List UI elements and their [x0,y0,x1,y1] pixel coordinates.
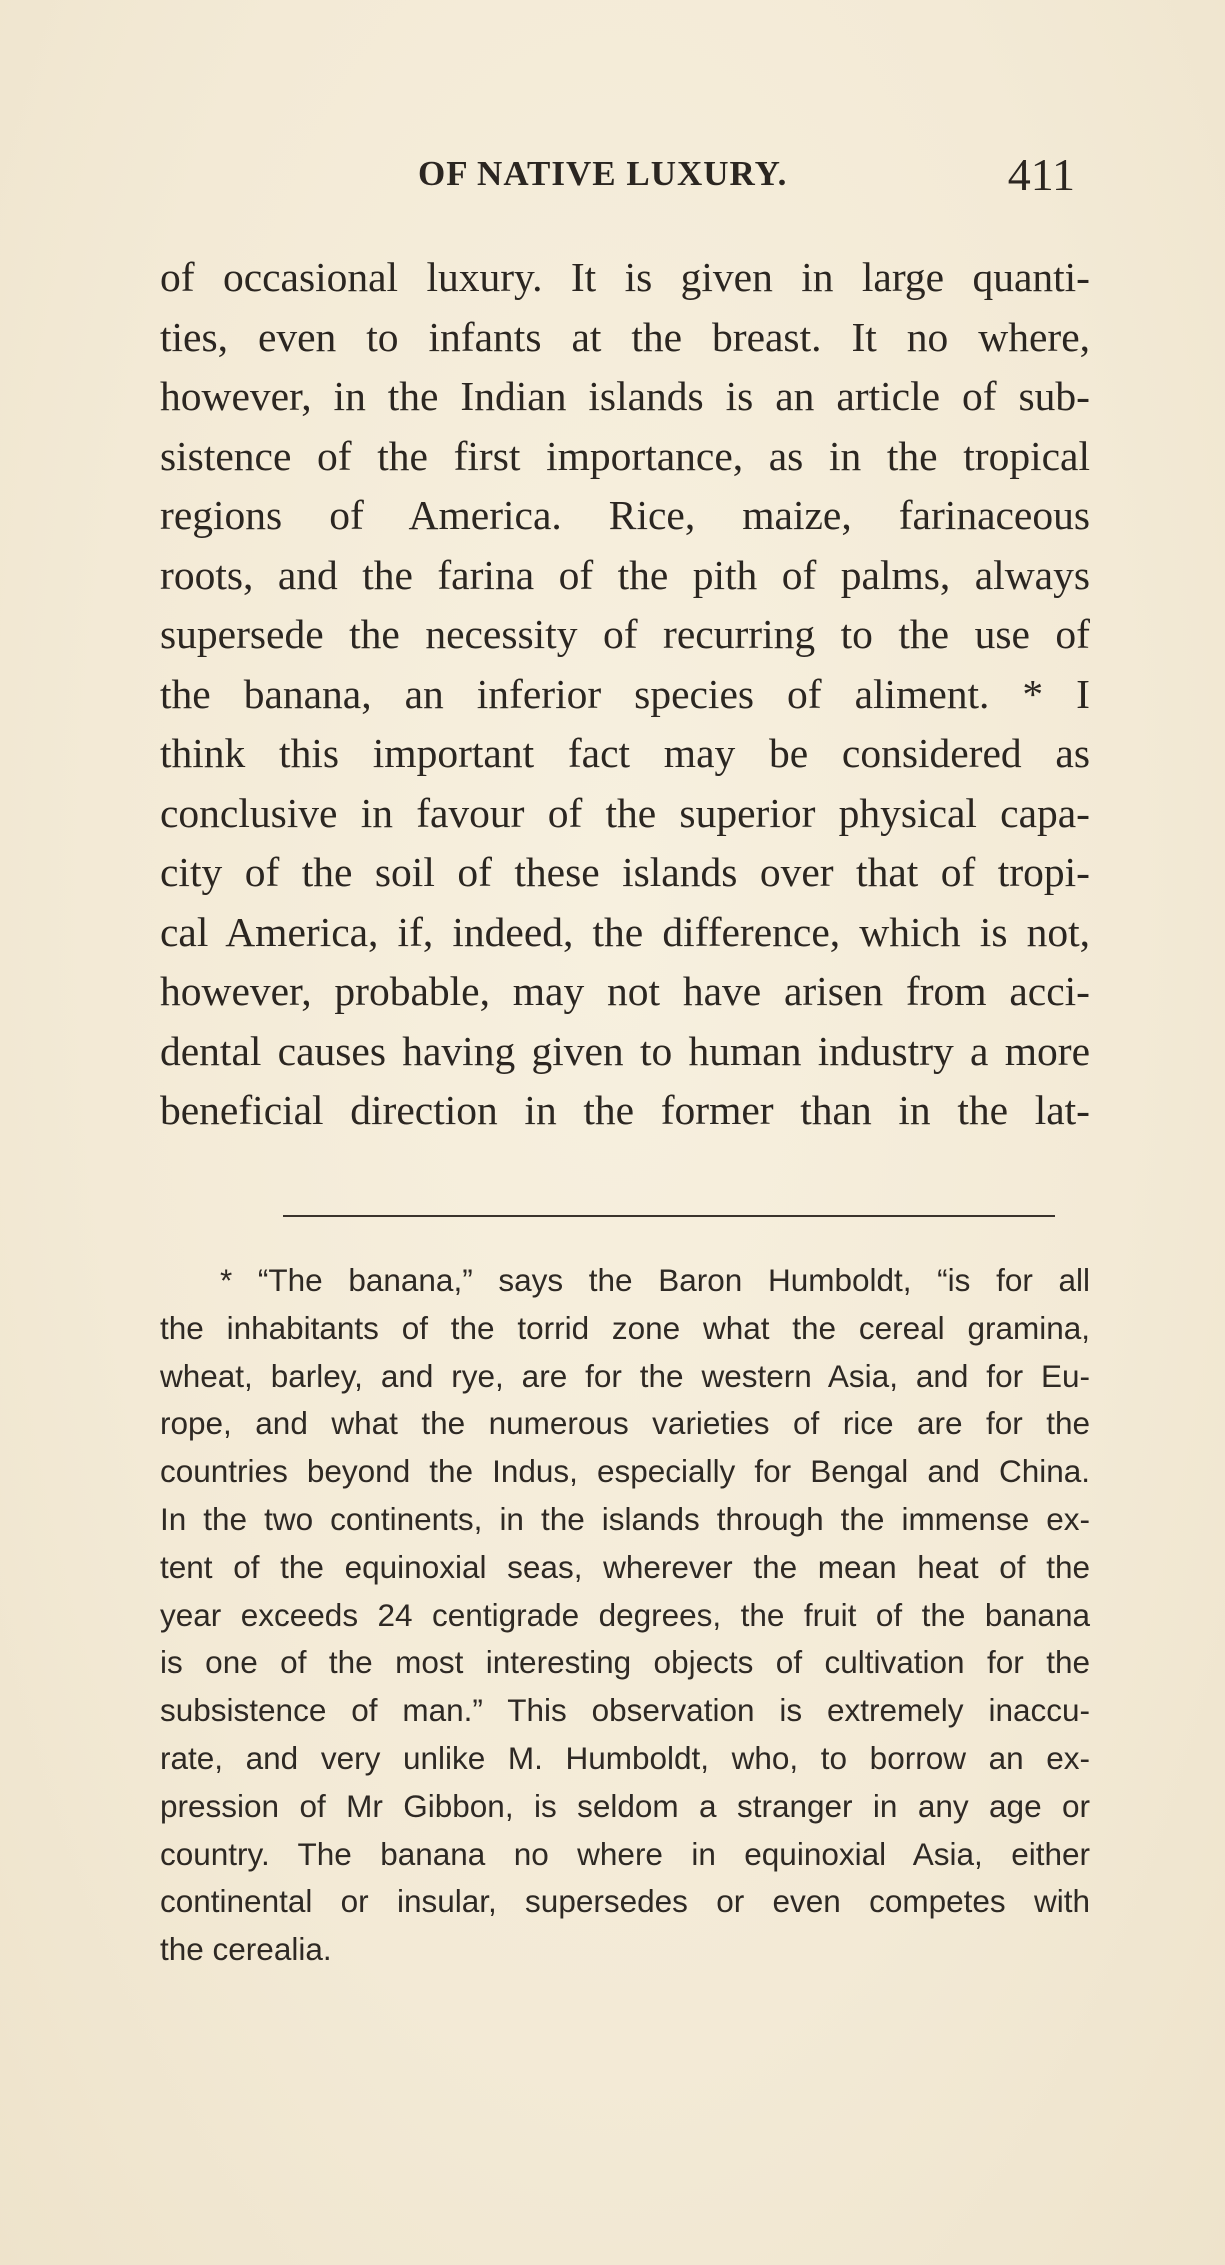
text-line: think this important fact may be considered as [160,730,1090,776]
footnote-line: the inhabitants of the torrid zone what the cereal gramina, [160,1309,1090,1346]
text-line: dental causes having given to human industry a more [160,1027,1090,1074]
footnote-line: In the two continents, in the islands through the immense ex- [160,1500,1090,1537]
text-line: the banana, an inferior species of aliment. * I [160,670,1090,717]
running-head [0,148,1225,198]
footnote-line: continental or insular, supersedes or even competes with [160,1883,1090,1920]
footnote-line: wheat, barley, and rye, are for the western Asia, and for Eu- [160,1357,1090,1394]
footnote-line: subsistence of man.” This observation is extremely inaccu- [160,1692,1090,1729]
text-line: sistence of the first importance, as in the tropical [160,432,1090,479]
text-line: of occasional luxury. It is given in large quanti- [160,254,1090,300]
text-line: however, probable, may not have arisen from acci- [160,968,1090,1014]
footnote-line: country. The banana no where in equinoxial Asia, either [160,1835,1090,1872]
footnote-line: pression of Mr Gibbon, is seldom a stranger in any age or [160,1787,1090,1824]
footnote-line: year exceeds 24 centigrade degrees, the fruit of the banana [160,1596,1090,1633]
text-line: city of the soil of these islands over that of tropi- [160,849,1090,895]
footnote-line: rope, and what the numerous varieties of rice are for the [160,1405,1090,1442]
footnote-line: countries beyond the Indus, especially for Bengal and China. [160,1453,1090,1490]
text-line: however, in the Indian islands is an article of sub- [160,373,1090,419]
text-line: beneficial direction in the former than in the lat- [160,1087,1090,1133]
text-line: ties, even to infants at the breast. It no where, [160,313,1090,360]
text-line: supersede the necessity of recurring to the use of [160,611,1090,657]
footnote [160,1257,1090,1974]
footnote-line: * “The banana,” says the Baron Humboldt, “is for all [220,1262,1090,1298]
footnote-line: tent of the equinoxial seas, wherever the mean heat of the [160,1548,1090,1585]
main-text [160,248,1090,1141]
text-line: cal America, if, indeed, the difference, which is not, [160,908,1090,955]
text-line: regions of America. Rice, maize, farinaceous [160,492,1090,538]
footnote-line: the cerealia. [160,1931,332,1968]
footnote-line: is one of the most interesting objects of cultivation for the [160,1644,1090,1681]
footnote-divider [283,1215,1055,1217]
text-line: roots, and the farina of the pith of palms, always [160,551,1090,598]
page-number: 411 [1007,149,1075,200]
text-line: conclusive in favour of the superior physical capa- [160,789,1090,836]
footnote-line: rate, and very unlike M. Humboldt, who, to borrow an ex- [160,1739,1090,1776]
running-title: OF NATIVE LUXURY. [418,154,788,193]
